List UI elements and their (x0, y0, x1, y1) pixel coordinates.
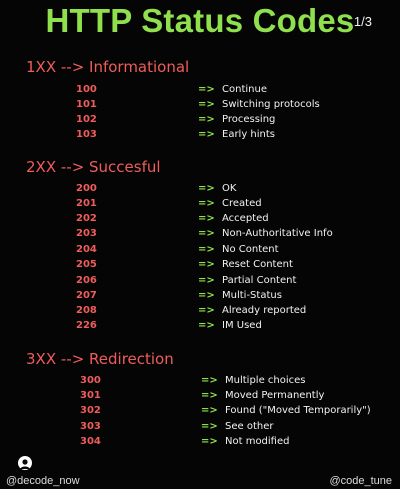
status-code: 205 (76, 259, 97, 270)
user-avatar-icon[interactable] (18, 456, 32, 470)
status-row (0, 305, 400, 320)
status-row (0, 183, 400, 198)
status-code: 202 (76, 213, 97, 224)
status-code: 100 (76, 84, 97, 95)
arrow-symbol: => (198, 99, 215, 110)
section-heading-2xx: 2XX --> Succesful (26, 158, 161, 176)
author-handle-right[interactable]: @code_tune (329, 475, 392, 487)
status-code: 300 (80, 375, 101, 386)
status-row (0, 198, 400, 213)
status-code: 204 (76, 244, 97, 255)
status-code: 201 (76, 198, 97, 209)
status-row (0, 114, 400, 129)
status-row (0, 129, 400, 144)
arrow-symbol: => (198, 244, 215, 255)
arrow-symbol: => (198, 275, 215, 286)
status-row (0, 375, 400, 390)
status-row (0, 320, 400, 335)
status-code: 303 (80, 421, 101, 432)
page-title: HTTP Status Codes (45, 2, 355, 39)
arrow-symbol: => (198, 320, 215, 331)
status-description: Early hints (222, 129, 276, 140)
status-code: 103 (76, 129, 97, 140)
status-row (0, 390, 400, 405)
status-code: 304 (80, 436, 101, 447)
status-row (0, 244, 400, 259)
arrow-symbol: => (198, 213, 215, 224)
status-description: See other (225, 421, 274, 432)
status-code: 302 (80, 405, 101, 416)
status-description: Partial Content (222, 275, 297, 286)
status-code: 226 (76, 320, 97, 331)
status-row (0, 405, 400, 420)
status-code: 206 (76, 275, 97, 286)
status-code: 200 (76, 183, 97, 194)
status-row (0, 259, 400, 274)
status-description: Processing (222, 114, 276, 125)
arrow-symbol: => (198, 305, 215, 316)
page-indicator: 1/3 (353, 14, 372, 29)
status-description: Reset Content (222, 259, 293, 270)
status-description: Switching protocols (222, 99, 320, 110)
user-avatar-icon-glyph (18, 457, 32, 471)
status-description: Continue (222, 84, 267, 95)
status-code: 207 (76, 290, 97, 301)
status-code: 203 (76, 228, 97, 239)
status-description: Not modified (225, 436, 290, 447)
arrow-symbol: => (198, 228, 215, 239)
status-code: 102 (76, 114, 97, 125)
status-description: Already reported (222, 305, 307, 316)
arrow-symbol: => (201, 390, 218, 401)
section-heading-1xx: 1XX --> Informational (26, 58, 190, 76)
status-row (0, 213, 400, 228)
status-row (0, 421, 400, 436)
arrow-symbol: => (201, 375, 218, 386)
status-description: Non-Authoritative Info (222, 228, 333, 239)
status-row (0, 290, 400, 305)
arrow-symbol: => (198, 259, 215, 270)
arrow-symbol: => (198, 84, 215, 95)
arrow-symbol: => (198, 114, 215, 125)
arrow-symbol: => (198, 198, 215, 209)
status-description: IM Used (222, 320, 262, 331)
status-description: Multiple choices (225, 375, 306, 386)
status-description: Accepted (222, 213, 269, 224)
arrow-symbol: => (201, 421, 218, 432)
status-row (0, 99, 400, 114)
status-description: OK (222, 183, 237, 194)
status-row (0, 84, 400, 99)
status-code: 208 (76, 305, 97, 316)
author-handle-left[interactable]: @decode_now (6, 475, 80, 487)
status-description: No Content (222, 244, 279, 255)
status-code: 301 (80, 390, 101, 401)
section-heading-3xx: 3XX --> Redirection (26, 350, 174, 368)
arrow-symbol: => (198, 183, 215, 194)
arrow-symbol: => (198, 290, 215, 301)
arrow-symbol: => (198, 129, 215, 140)
status-row (0, 228, 400, 243)
status-description: Multi-Status (222, 290, 282, 301)
status-row (0, 275, 400, 290)
status-description: Moved Permanently (225, 390, 325, 401)
status-description: Created (222, 198, 262, 209)
arrow-symbol: => (201, 436, 218, 447)
status-code: 101 (76, 99, 97, 110)
status-description: Found ("Moved Temporarily") (225, 405, 371, 416)
arrow-symbol: => (201, 405, 218, 416)
status-row (0, 436, 400, 451)
